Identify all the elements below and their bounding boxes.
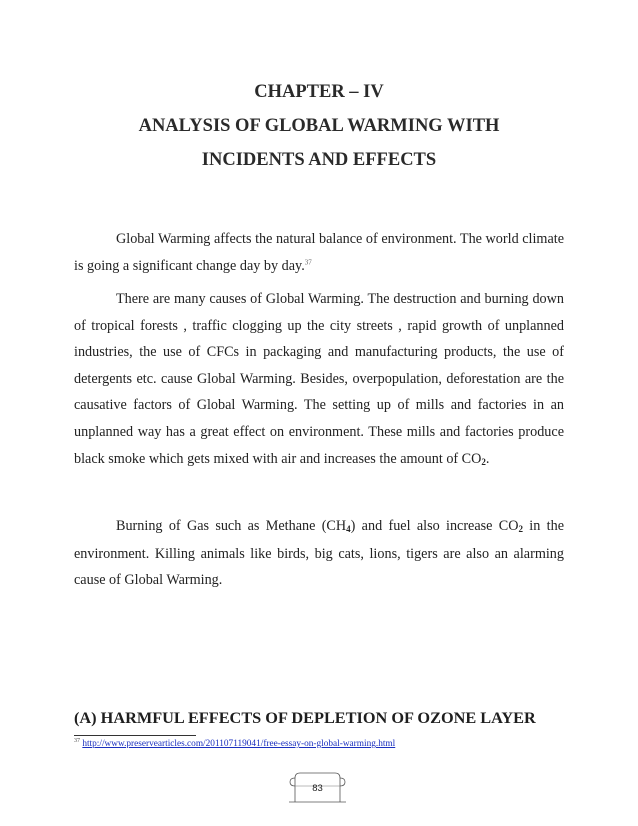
paragraph-3-part-2: ) and fuel also increase CO — [350, 518, 519, 534]
page-number: 83 — [312, 783, 323, 794]
paragraph-2-end: . — [485, 450, 490, 467]
paragraph-2 — [74, 286, 564, 473]
ch4-subscript: 4 — [346, 524, 351, 534]
paragraph-1-text: Global Warming affects the natural balance of environment. The world climate is going a significant change day by day. — [74, 231, 564, 274]
footnote-link[interactable]: http://www.preservearticles.com/201107119041/free-essay-on-global-warming.html — [82, 739, 396, 749]
section-heading: (A) HARMFUL EFFECTS OF DEPLETION OF OZONE LAYER — [74, 708, 536, 727]
footnote-reference: 37 — [304, 257, 312, 266]
paragraph-2-text: There are many causes of Global Warming. The destruction and burning down of tropical forests , traffic clogging up the city streets , rapid growth of unplanned industries, the use of CFCs in packaging and manufacturing products, the use of detergents etc. cause Global Warming. Besides, overpopulation, deforestation are the causative factors of Global Warming. The setting up of mills and factories in an unplanned way has a great effect on environment. These mills and factories produce black smoke which gets mixed with air and increases the amount of CO — [74, 291, 564, 467]
paragraph-3-part-3: in the environment. Killing animals like birds, big cats, lions, tigers are also an alarming cause of Global Warming. — [74, 518, 564, 589]
footnote — [74, 739, 395, 749]
paragraph-1 — [74, 226, 564, 279]
chapter-subtitle-line-1: ANALYSIS OF GLOBAL WARMING WITH — [138, 116, 500, 136]
co2-subscript: 2 — [481, 456, 486, 467]
co2-subscript: 2 — [518, 524, 523, 534]
paragraph-3 — [74, 513, 564, 594]
footnote-number: 37 — [74, 737, 80, 744]
chapter-subtitle-line-2: INCIDENTS AND EFFECTS — [201, 150, 437, 170]
paragraph-3-part-1: Burning of Gas such as Methane (CH — [116, 518, 347, 534]
chapter-title: CHAPTER – IV — [254, 82, 384, 102]
footnote-divider — [74, 735, 196, 736]
page-number-tab — [287, 771, 348, 803]
